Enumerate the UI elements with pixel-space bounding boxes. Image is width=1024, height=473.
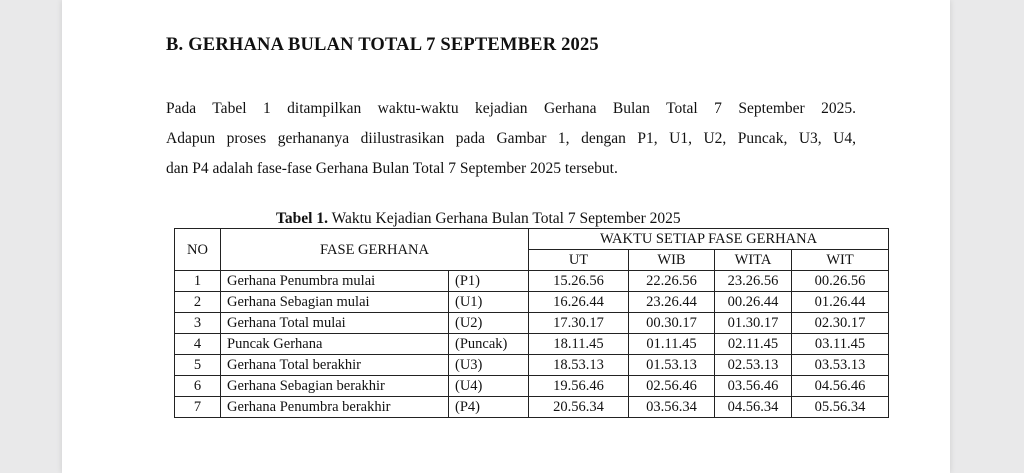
table-row xyxy=(175,355,889,376)
cell-time-wit: 02.30.17 xyxy=(792,313,889,334)
cell-phase-code: (P4) xyxy=(449,397,529,418)
cell-phase-code: (U2) xyxy=(449,313,529,334)
table-caption xyxy=(276,210,681,228)
cell-time-ut: 19.56.46 xyxy=(529,376,629,397)
cell-time-ut: 18.53.13 xyxy=(529,355,629,376)
cell-time-wib: 22.26.56 xyxy=(629,271,715,292)
column-header-no: NO xyxy=(175,229,221,271)
cell-time-wit: 03.11.45 xyxy=(792,334,889,355)
cell-time-wib: 03.56.34 xyxy=(629,397,715,418)
cell-no: 6 xyxy=(175,376,221,397)
cell-no: 5 xyxy=(175,355,221,376)
cell-time-wita: 02.53.13 xyxy=(715,355,792,376)
table-row xyxy=(175,376,889,397)
cell-time-wib: 00.30.17 xyxy=(629,313,715,334)
cell-phase-code: (U4) xyxy=(449,376,529,397)
cell-time-wib: 01.11.45 xyxy=(629,334,715,355)
cell-phase-name: Puncak Gerhana xyxy=(221,334,449,355)
table-caption-text: Waktu Kejadian Gerhana Bulan Total 7 September 2025 xyxy=(327,210,681,227)
table-caption-label: Tabel 1. xyxy=(276,210,328,227)
column-header-time-group: WAKTU SETIAP FASE GERHANA xyxy=(529,229,889,250)
column-header-phase: FASE GERHANA xyxy=(221,229,529,271)
table-row xyxy=(175,397,889,418)
cell-phase-code: (U1) xyxy=(449,292,529,313)
eclipse-phase-table xyxy=(174,228,889,418)
column-header-wit: WIT xyxy=(792,250,889,271)
cell-time-ut: 20.56.34 xyxy=(529,397,629,418)
cell-time-wita: 23.26.56 xyxy=(715,271,792,292)
cell-time-wit: 04.56.46 xyxy=(792,376,889,397)
paragraph-line: dan P4 adalah fase-fase Gerhana Bulan Total 7 September 2025 tersebut. xyxy=(166,160,618,177)
cell-no: 3 xyxy=(175,313,221,334)
table-row xyxy=(175,292,889,313)
table-row xyxy=(175,313,889,334)
cell-no: 1 xyxy=(175,271,221,292)
cell-no: 2 xyxy=(175,292,221,313)
cell-phase-name: Gerhana Sebagian mulai xyxy=(221,292,449,313)
cell-phase-name: Gerhana Penumbra mulai xyxy=(221,271,449,292)
table-body xyxy=(175,271,889,418)
cell-time-ut: 15.26.56 xyxy=(529,271,629,292)
table-row xyxy=(175,271,889,292)
cell-time-wita: 02.11.45 xyxy=(715,334,792,355)
column-header-wita: WITA xyxy=(715,250,792,271)
table-header-row xyxy=(175,229,889,250)
cell-phase-name: Gerhana Total berakhir xyxy=(221,355,449,376)
column-header-wib: WIB xyxy=(629,250,715,271)
cell-time-wib: 02.56.46 xyxy=(629,376,715,397)
cell-phase-name: Gerhana Sebagian berakhir xyxy=(221,376,449,397)
intro-paragraph xyxy=(166,97,856,187)
cell-phase-name: Gerhana Penumbra berakhir xyxy=(221,397,449,418)
cell-phase-code: (U3) xyxy=(449,355,529,376)
cell-time-wita: 04.56.34 xyxy=(715,397,792,418)
cell-no: 4 xyxy=(175,334,221,355)
cell-time-ut: 18.11.45 xyxy=(529,334,629,355)
section-heading: B. GERHANA BULAN TOTAL 7 SEPTEMBER 2025 xyxy=(166,35,599,55)
document-page xyxy=(62,0,950,473)
cell-time-wit: 00.26.56 xyxy=(792,271,889,292)
cell-time-wita: 03.56.46 xyxy=(715,376,792,397)
cell-time-wita: 01.30.17 xyxy=(715,313,792,334)
cell-phase-name: Gerhana Total mulai xyxy=(221,313,449,334)
paragraph-line: Adapun proses gerhananya diilustrasikan pada Gambar 1, dengan P1, U1, U2, Puncak, U3, U4, xyxy=(166,130,856,147)
cell-time-ut: 16.26.44 xyxy=(529,292,629,313)
cell-time-wib: 01.53.13 xyxy=(629,355,715,376)
table-row xyxy=(175,334,889,355)
cell-time-wit: 03.53.13 xyxy=(792,355,889,376)
cell-time-wit: 01.26.44 xyxy=(792,292,889,313)
cell-time-wita: 00.26.44 xyxy=(715,292,792,313)
paragraph-line: Pada Tabel 1 ditampilkan waktu-waktu kejadian Gerhana Bulan Total 7 September 2025. xyxy=(166,100,856,117)
column-header-ut: UT xyxy=(529,250,629,271)
cell-time-wib: 23.26.44 xyxy=(629,292,715,313)
cell-time-ut: 17.30.17 xyxy=(529,313,629,334)
cell-phase-code: (P1) xyxy=(449,271,529,292)
cell-no: 7 xyxy=(175,397,221,418)
cell-phase-code: (Puncak) xyxy=(449,334,529,355)
cell-time-wit: 05.56.34 xyxy=(792,397,889,418)
